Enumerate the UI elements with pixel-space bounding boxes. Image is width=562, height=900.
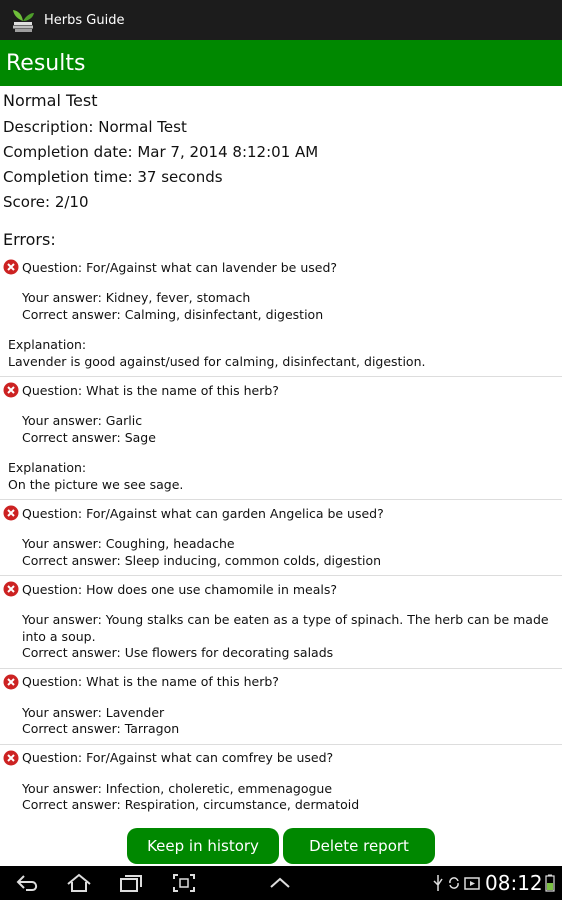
your-answer: Your answer: Coughing, headache <box>22 536 235 551</box>
error-x-icon <box>3 750 19 766</box>
score: Score: 2/10 <box>3 193 89 211</box>
explanation-text: On the picture we see sage. <box>8 476 184 492</box>
error-x-icon <box>3 259 19 275</box>
back-icon[interactable] <box>15 873 41 893</box>
error-item <box>0 669 562 745</box>
error-item <box>0 500 562 576</box>
delete-report-button[interactable]: Delete report <box>283 828 435 864</box>
question-text: Question: For/Against what can lavender be used? <box>22 259 338 275</box>
error-x-icon <box>3 581 19 597</box>
media-icon <box>463 873 481 893</box>
explanation-label: Explanation: <box>8 337 87 352</box>
your-answer: Your answer: Lavender <box>22 704 165 720</box>
correct-answer: Correct answer: Sleep inducing, common colds, digestion <box>22 552 382 568</box>
screenshot-icon[interactable] <box>172 873 196 893</box>
clock: 08:12 <box>485 871 543 895</box>
question-text: Question: For/Against what can garden Angelica be used? <box>22 505 384 521</box>
test-name: Normal Test <box>3 91 98 110</box>
error-item <box>0 576 562 669</box>
correct-answer: Correct answer: Calming, disinfectant, digestion <box>22 306 324 322</box>
test-description: Description: Normal Test <box>3 118 187 136</box>
question-text: Question: What is the name of this herb? <box>22 382 279 398</box>
keep-in-history-button[interactable]: Keep in history <box>127 828 279 864</box>
system-nav-bar <box>0 866 562 900</box>
battery-icon <box>544 873 556 893</box>
action-bar <box>0 0 562 40</box>
error-item <box>0 377 562 500</box>
correct-answer: Correct answer: Tarragon <box>22 721 180 736</box>
error-item <box>0 745 562 817</box>
error-x-icon <box>3 505 19 521</box>
herb-book-icon[interactable] <box>10 7 36 33</box>
page-title: Results <box>6 50 86 76</box>
usb-icon <box>432 873 444 893</box>
your-answer: Your answer: Young stalks can be eaten as a type of spinach. The herb can be made into a soup. <box>22 612 549 644</box>
recent-apps-icon[interactable] <box>118 873 144 893</box>
explanation-label: Explanation: <box>8 460 87 475</box>
app-title: Herbs Guide <box>44 12 125 28</box>
results-content[interactable] <box>0 86 562 816</box>
test-summary <box>0 86 562 215</box>
question-text: Question: How does one use chamomile in meals? <box>22 581 338 597</box>
completion-date: Completion date: Mar 7, 2014 8:12:01 AM <box>3 143 319 161</box>
your-answer: Your answer: Garlic <box>22 413 143 428</box>
chevron-up-icon[interactable] <box>268 873 292 893</box>
error-x-icon <box>3 674 19 690</box>
question-text: Question: For/Against what can comfrey be used? <box>22 750 334 765</box>
correct-answer: Correct answer: Use flowers for decorating salads <box>22 645 334 660</box>
error-x-icon <box>3 382 19 398</box>
results-header <box>0 40 562 86</box>
your-answer: Your answer: Infection, choleretic, emmenagogue <box>22 780 333 796</box>
completion-time: Completion time: 37 seconds <box>3 168 223 186</box>
error-item <box>0 254 562 377</box>
explanation-text: Lavender is good against/used for calming, disinfectant, digestion. <box>8 353 426 369</box>
correct-answer: Correct answer: Sage <box>22 429 156 445</box>
home-icon[interactable] <box>66 873 92 893</box>
errors-label: Errors: <box>3 230 56 249</box>
sync-icon <box>447 873 461 893</box>
question-text: Question: What is the name of this herb? <box>22 674 279 689</box>
correct-answer: Correct answer: Respiration, circumstance, dermatoid <box>22 797 360 812</box>
your-answer: Your answer: Kidney, fever, stomach <box>22 290 251 305</box>
